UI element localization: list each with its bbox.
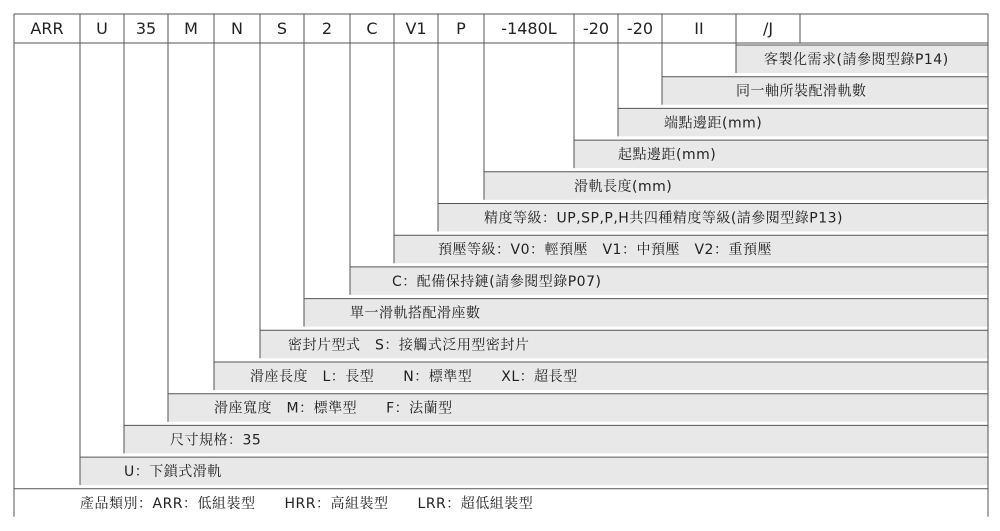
- code-segment-label: P: [456, 19, 466, 38]
- code-segment-label: -20: [626, 19, 654, 38]
- code-segment-label: N: [231, 19, 243, 38]
- code-segment-label: C: [366, 19, 378, 38]
- description-text: C：配備保持鏈(請參閱型錄P07): [392, 273, 602, 290]
- code-segment-label: S: [276, 19, 288, 38]
- description-text: 產品類別：ARR：低組裝型 HRR：高組裝型 LRR：超低組裝型: [80, 495, 534, 512]
- description-text: 起點邊距(mm): [618, 147, 717, 164]
- code-segment-label: -1480L: [501, 19, 557, 38]
- description-text: 端點邊距(mm): [664, 115, 763, 132]
- code-segment-label: II: [694, 19, 704, 38]
- description-text: 密封片型式 S：接觸式泛用型密封片: [288, 337, 530, 354]
- description-text: 滑座長度 L：長型 N：標準型 XL：超長型: [250, 369, 578, 385]
- description-text: 滑座寬度 M：標準型 F：法蘭型: [214, 400, 453, 417]
- code-segment-label: V1: [405, 19, 427, 38]
- code-segment-label: /J: [762, 19, 774, 38]
- header-filler-cell: [800, 14, 988, 43]
- description-text: 預壓等級：V0：輕預壓 V1：中預壓 V2：重預壓: [438, 242, 772, 259]
- description-text: 單一滑軌搭配滑座數: [350, 305, 481, 322]
- description-band: [484, 172, 988, 200]
- code-segment-label: M: [184, 19, 198, 38]
- code-segment-label: -20: [582, 19, 610, 38]
- description-text: 客製化需求(請參閱型錄P14): [764, 52, 949, 68]
- code-segment-label: 2: [321, 19, 333, 38]
- code-segment-label: 35: [135, 19, 157, 38]
- code-cells: [14, 14, 988, 43]
- code-segment-label: ARR: [30, 19, 64, 38]
- description-text: 同一軸所裝配滑軌數: [736, 83, 867, 100]
- description-text: U：下鎖式滑軌: [124, 464, 222, 481]
- code-segment-label: U: [96, 19, 108, 38]
- description-text: 滑軌長度(mm): [574, 178, 673, 195]
- description-text: 精度等級：UP,SP,P,H共四種精度等級(請參閱型錄P13): [484, 210, 844, 227]
- description-text: 尺寸規格：35: [170, 432, 262, 449]
